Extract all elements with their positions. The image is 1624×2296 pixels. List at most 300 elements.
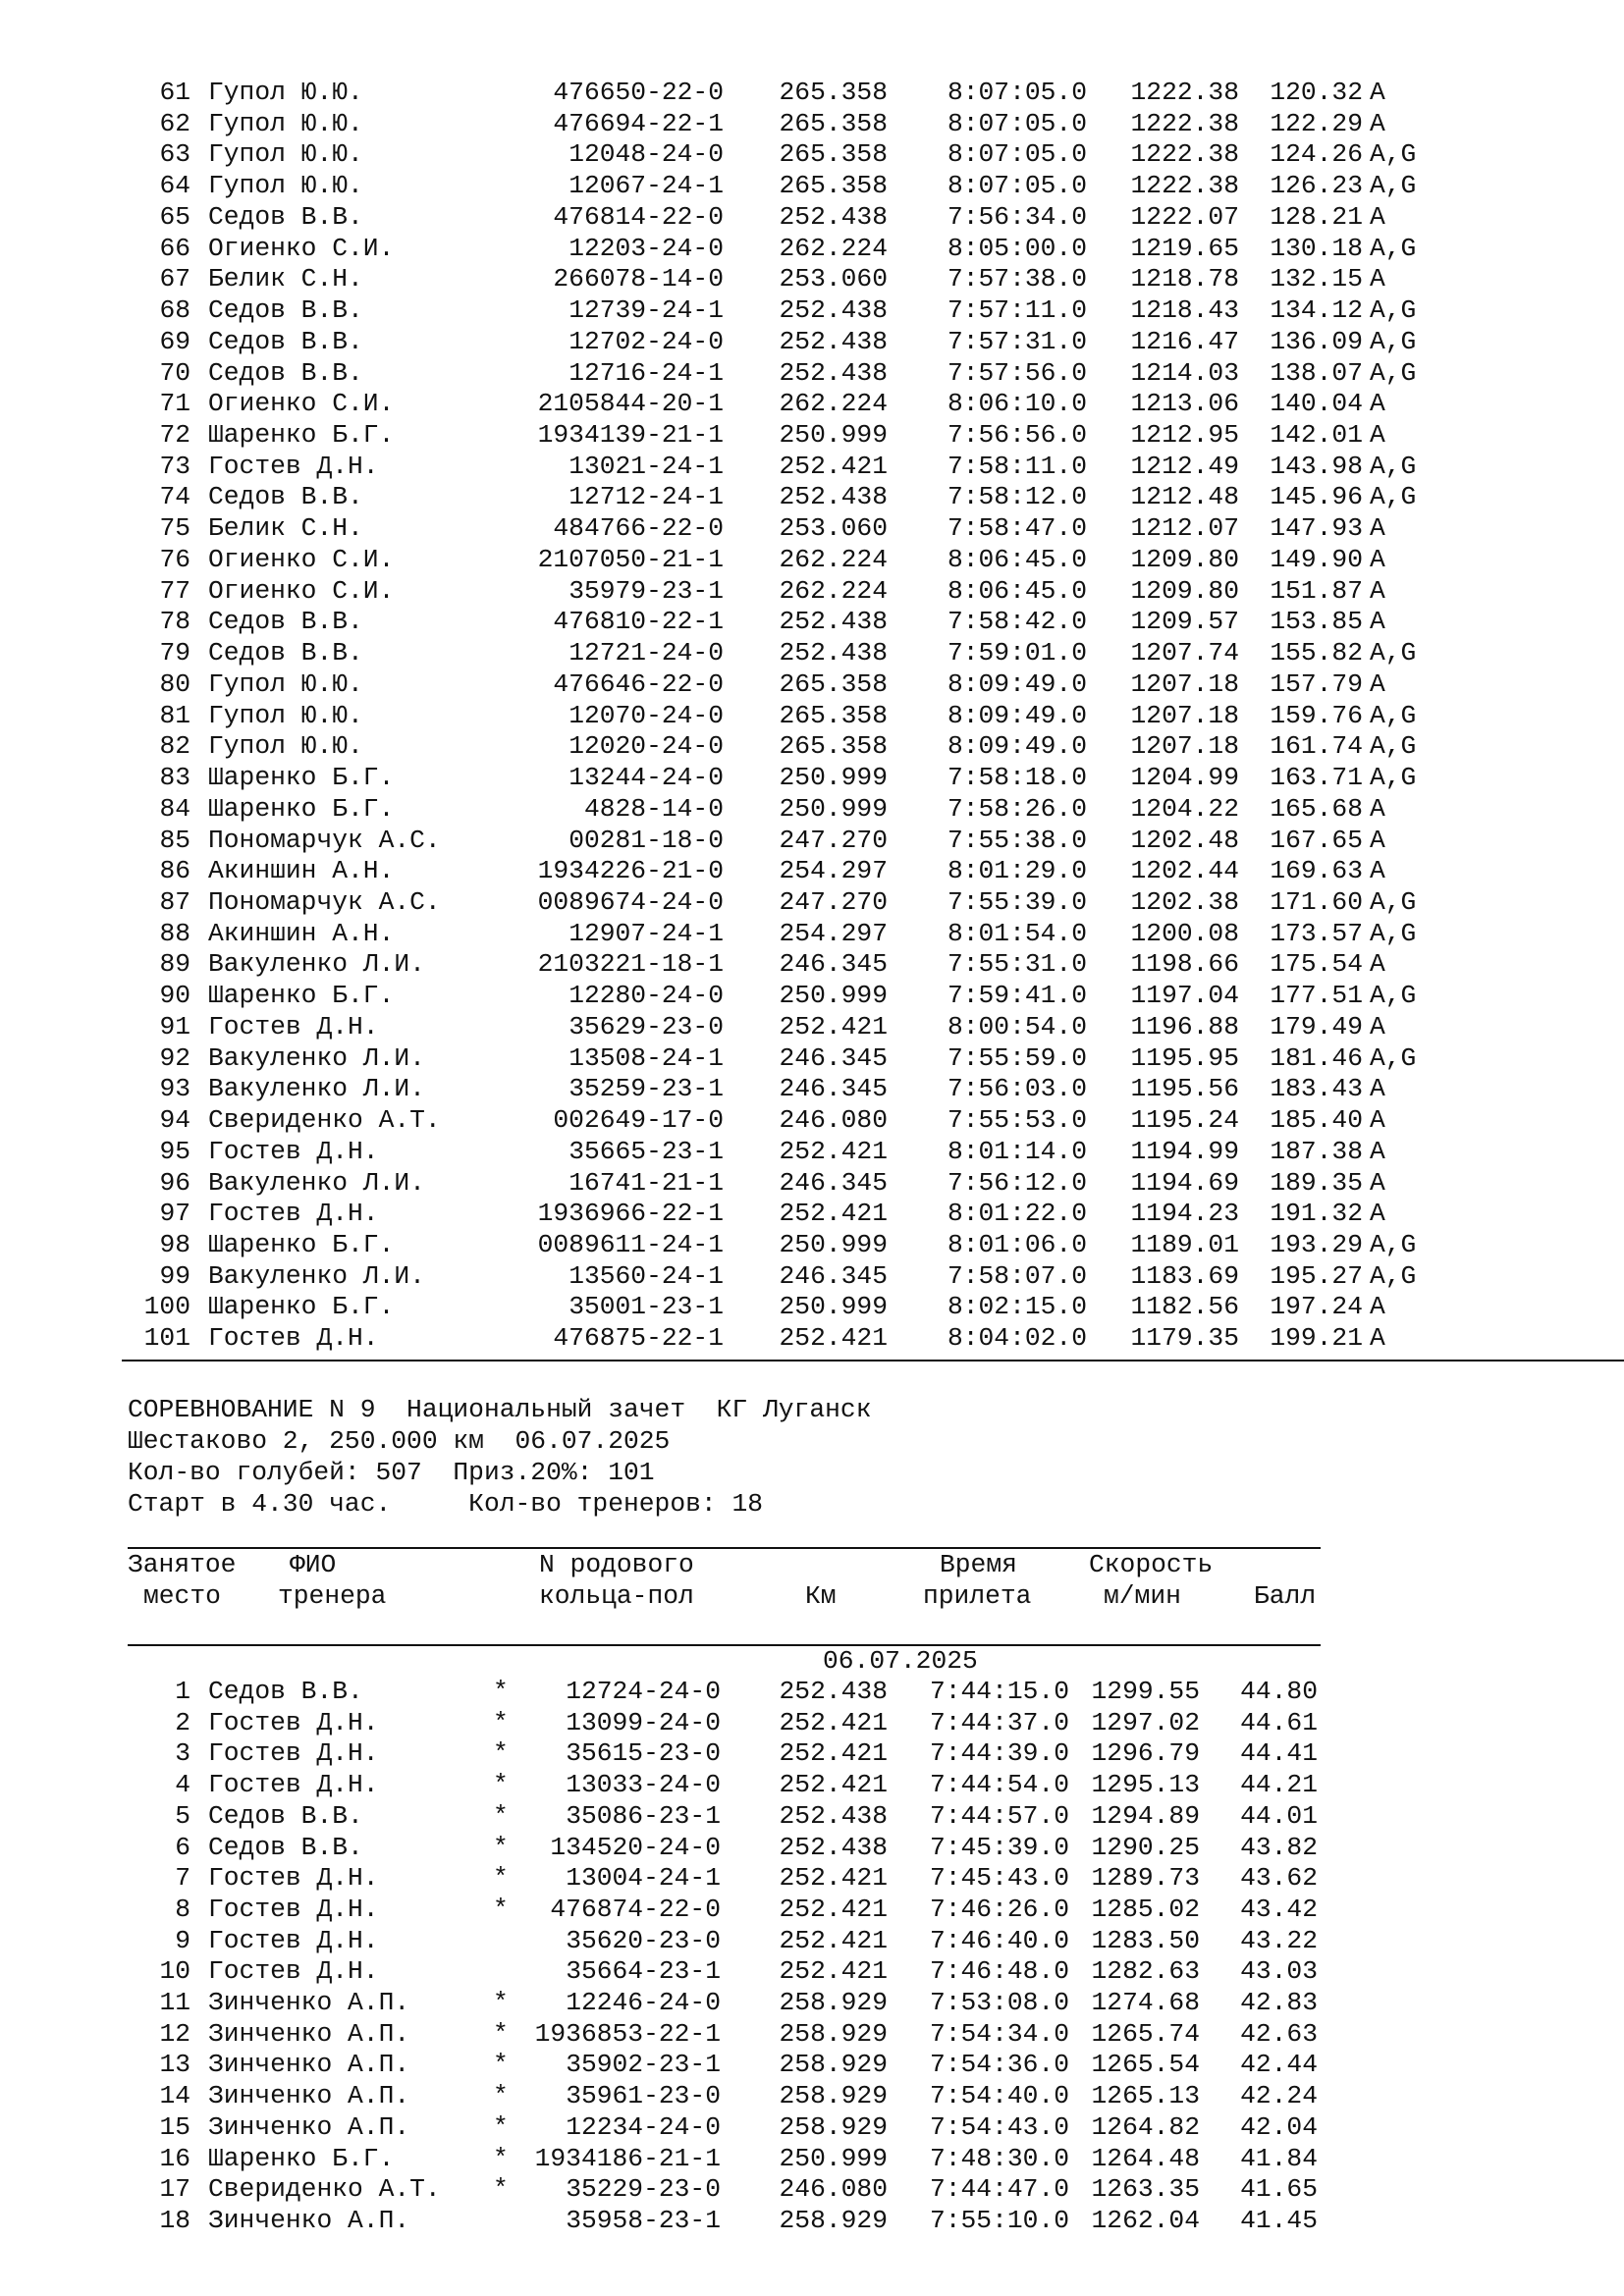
speed-cell: 1283.50: [1091, 1925, 1200, 1955]
time-cell: 7:58:47.0: [947, 513, 1087, 544]
flags-cell: A: [1370, 1199, 1385, 1229]
trainer-cell: Шаренко Б.Г.: [208, 793, 395, 824]
flags-cell: A,G: [1370, 981, 1417, 1011]
trainer-cell: Зинченко А.П.: [208, 2050, 410, 2080]
header-score: Балл: [1254, 1581, 1317, 1611]
trainer-cell: Гупол Ю.Ю.: [208, 78, 363, 107]
score-cell: 161.74: [1270, 731, 1363, 762]
speed-cell: 1198.66: [1130, 949, 1239, 980]
trainer-cell: Гостев Д.Н.: [208, 1738, 379, 1769]
ring-cell: 35615-23-0: [566, 1738, 721, 1769]
mark-cell: *: [493, 2174, 509, 2205]
km-cell: 250.999: [779, 981, 888, 1011]
time-cell: 7:46:48.0: [929, 1956, 1069, 1987]
place-cell: 64: [159, 171, 190, 201]
speed-cell: 1290.25: [1091, 1832, 1200, 1862]
header-speed-2: м/мин: [1104, 1581, 1181, 1611]
mark-cell: *: [493, 1738, 509, 1769]
place-cell: 66: [159, 233, 190, 263]
km-cell: 247.270: [779, 886, 888, 917]
ring-cell: 13560-24-1: [568, 1260, 724, 1291]
score-cell: 44.80: [1240, 1677, 1318, 1706]
time-cell: 7:46:40.0: [929, 1925, 1069, 1955]
trainer-cell: Гостев Д.Н.: [208, 451, 379, 481]
speed-cell: 1196.88: [1130, 1011, 1239, 1041]
trainer-cell: Гупол Ю.Ю.: [208, 171, 363, 201]
ring-cell: 12721-24-0: [568, 638, 724, 668]
score-cell: 44.01: [1240, 1800, 1318, 1831]
speed-cell: 1222.38: [1130, 78, 1239, 107]
trainer-cell: Зинченко А.П.: [208, 2205, 410, 2235]
time-cell: 8:01:22.0: [947, 1199, 1087, 1229]
place-cell: 101: [143, 1323, 190, 1354]
score-cell: 175.54: [1270, 949, 1363, 980]
score-cell: 199.21: [1270, 1323, 1363, 1354]
time-cell: 8:07:05.0: [947, 78, 1087, 107]
time-cell: 7:44:57.0: [929, 1800, 1069, 1831]
time-cell: 8:07:05.0: [947, 171, 1087, 201]
ring-cell: 476814-22-0: [553, 201, 724, 232]
mark-cell: *: [493, 1832, 509, 1862]
place-cell: 5: [175, 1800, 190, 1831]
time-cell: 7:54:43.0: [929, 2111, 1069, 2142]
flags-cell: A: [1370, 1011, 1385, 1041]
score-cell: 151.87: [1270, 575, 1363, 606]
ring-cell: 4828-14-0: [583, 793, 724, 824]
km-cell: 250.999: [779, 1292, 888, 1322]
km-cell: 252.421: [779, 1707, 888, 1737]
speed-cell: 1285.02: [1091, 1894, 1200, 1924]
mark-cell: *: [493, 1770, 509, 1800]
flags-cell: A: [1370, 389, 1385, 419]
speed-cell: 1179.35: [1130, 1323, 1239, 1354]
place-cell: 70: [159, 357, 190, 388]
ring-cell: 1936853-22-1: [534, 2018, 721, 2049]
ring-cell: 1936966-22-1: [537, 1199, 724, 1229]
time-cell: 7:44:47.0: [929, 2174, 1069, 2205]
ring-cell: 12739-24-1: [568, 295, 724, 326]
header-km: Км: [805, 1581, 837, 1611]
km-cell: 246.345: [779, 1042, 888, 1073]
place-cell: 2: [175, 1707, 190, 1737]
place-cell: 67: [159, 264, 190, 294]
flags-cell: A,G: [1370, 700, 1417, 730]
trainer-cell: Седов В.В.: [208, 1677, 363, 1706]
flags-cell: A: [1370, 264, 1385, 294]
trainer-cell: Гостев Д.Н.: [208, 1894, 379, 1924]
ring-cell: 12067-24-1: [568, 171, 724, 201]
score-cell: 136.09: [1270, 326, 1363, 356]
ring-cell: 35620-23-0: [566, 1925, 721, 1955]
time-cell: 7:57:31.0: [947, 326, 1087, 356]
km-cell: 252.438: [779, 1832, 888, 1862]
km-cell: 246.345: [779, 1074, 888, 1104]
km-cell: 265.358: [779, 78, 888, 107]
speed-cell: 1204.99: [1130, 763, 1239, 793]
speed-cell: 1209.80: [1130, 575, 1239, 606]
speed-cell: 1212.49: [1130, 451, 1239, 481]
flags-cell: A: [1370, 1292, 1385, 1322]
score-cell: 41.45: [1240, 2205, 1318, 2235]
ring-cell: 35902-23-1: [566, 2050, 721, 2080]
speed-cell: 1299.55: [1091, 1677, 1200, 1706]
ring-cell: 12048-24-0: [568, 139, 724, 170]
speed-cell: 1264.82: [1091, 2111, 1200, 2142]
speed-cell: 1183.69: [1130, 1260, 1239, 1291]
place-cell: 13: [159, 2050, 190, 2080]
km-cell: 246.080: [779, 1105, 888, 1136]
trainer-cell: Гупол Ю.Ю.: [208, 108, 363, 138]
trainer-cell: Вакуленко Л.И.: [208, 1260, 425, 1291]
place-cell: 62: [159, 108, 190, 138]
ring-cell: 35961-23-0: [566, 2081, 721, 2111]
km-cell: 258.929: [779, 2018, 888, 2049]
flags-cell: A: [1370, 420, 1385, 451]
score-cell: 159.76: [1270, 700, 1363, 730]
ring-cell: 12246-24-0: [566, 1988, 721, 2017]
trainer-cell: Гостев Д.Н.: [208, 1136, 379, 1166]
flags-cell: A: [1370, 1167, 1385, 1198]
speed-cell: 1202.48: [1130, 825, 1239, 855]
ring-cell: 35958-23-1: [566, 2205, 721, 2235]
trainer-cell: Гупол Ю.Ю.: [208, 700, 363, 730]
score-cell: 126.23: [1270, 171, 1363, 201]
flags-cell: A,G: [1370, 451, 1417, 481]
ring-cell: 13099-24-0: [566, 1707, 721, 1737]
ring-cell: 12234-24-0: [566, 2111, 721, 2142]
km-cell: 252.421: [779, 451, 888, 481]
time-cell: 8:02:15.0: [947, 1292, 1087, 1322]
ring-cell: 266078-14-0: [553, 264, 724, 294]
trainer-cell: Свериденко А.Т.: [208, 1105, 441, 1136]
flags-cell: A: [1370, 856, 1385, 886]
trainer-cell: Гупол Ю.Ю.: [208, 139, 363, 170]
time-cell: 7:57:38.0: [947, 264, 1087, 294]
km-cell: 247.270: [779, 825, 888, 855]
ring-cell: 35629-23-0: [568, 1011, 724, 1041]
mark-cell: *: [493, 1707, 509, 1737]
km-cell: 252.421: [779, 1011, 888, 1041]
trainer-cell: Гостев Д.Н.: [208, 1707, 379, 1737]
trainer-cell: Седов В.В.: [208, 1832, 363, 1862]
speed-cell: 1262.04: [1091, 2205, 1200, 2235]
km-cell: 252.421: [779, 1925, 888, 1955]
flags-cell: A: [1370, 825, 1385, 855]
speed-cell: 1209.57: [1130, 607, 1239, 637]
speed-cell: 1265.13: [1091, 2081, 1200, 2111]
km-cell: 265.358: [779, 668, 888, 699]
speed-cell: 1222.07: [1130, 201, 1239, 232]
place-cell: 100: [143, 1292, 190, 1322]
ring-cell: 35229-23-0: [566, 2174, 721, 2205]
speed-cell: 1209.80: [1130, 544, 1239, 574]
score-cell: 42.24: [1240, 2081, 1318, 2111]
time-cell: 8:07:05.0: [947, 139, 1087, 170]
speed-cell: 1294.89: [1091, 1800, 1200, 1831]
score-cell: 43.62: [1240, 1863, 1318, 1894]
speed-cell: 1265.54: [1091, 2050, 1200, 2080]
speed-cell: 1265.74: [1091, 2018, 1200, 2049]
trainer-cell: Седов В.В.: [208, 201, 363, 232]
ring-cell: 0089611-24-1: [537, 1230, 724, 1259]
km-cell: 250.999: [779, 1230, 888, 1259]
score-cell: 149.90: [1270, 544, 1363, 574]
score-cell: 193.29: [1270, 1230, 1363, 1259]
score-cell: 43.82: [1240, 1832, 1318, 1862]
km-cell: 258.929: [779, 2081, 888, 2111]
km-cell: 253.060: [779, 513, 888, 544]
trainer-cell: Гостев Д.Н.: [208, 1863, 379, 1894]
score-cell: 43.42: [1240, 1894, 1318, 1924]
place-cell: 6: [175, 1832, 190, 1862]
time-cell: 7:56:56.0: [947, 420, 1087, 451]
ring-cell: 476875-22-1: [553, 1323, 724, 1354]
ring-cell: 16741-21-1: [568, 1167, 724, 1198]
time-cell: 7:54:40.0: [929, 2081, 1069, 2111]
score-cell: 143.98: [1270, 451, 1363, 481]
time-cell: 7:58:42.0: [947, 607, 1087, 637]
place-cell: 12: [159, 2018, 190, 2049]
trainer-cell: Свериденко А.Т.: [208, 2174, 441, 2205]
flags-cell: A: [1370, 949, 1385, 980]
time-cell: 8:09:49.0: [947, 700, 1087, 730]
ring-cell: 35259-23-1: [568, 1074, 724, 1104]
ring-cell: 2107050-21-1: [537, 544, 724, 574]
score-cell: 42.83: [1240, 1988, 1318, 2017]
speed-cell: 1182.56: [1130, 1292, 1239, 1322]
place-cell: 96: [159, 1167, 190, 1198]
ring-cell: 2105844-20-1: [537, 389, 724, 419]
km-cell: 252.421: [779, 1738, 888, 1769]
score-cell: 120.32: [1270, 78, 1363, 107]
time-cell: 7:56:12.0: [947, 1167, 1087, 1198]
score-cell: 124.26: [1270, 139, 1363, 170]
flags-cell: A,G: [1370, 482, 1417, 512]
speed-cell: 1202.44: [1130, 856, 1239, 886]
speed-cell: 1195.95: [1130, 1042, 1239, 1073]
km-cell: 250.999: [779, 763, 888, 793]
place-cell: 77: [159, 575, 190, 606]
time-cell: 7:45:43.0: [929, 1863, 1069, 1894]
ring-cell: 12716-24-1: [568, 357, 724, 388]
flags-cell: A,G: [1370, 295, 1417, 326]
header-time-2: прилета: [923, 1581, 1032, 1611]
score-cell: 132.15: [1270, 264, 1363, 294]
ring-cell: 12724-24-0: [566, 1677, 721, 1706]
speed-cell: 1295.13: [1091, 1770, 1200, 1800]
score-cell: 128.21: [1270, 201, 1363, 232]
km-cell: 253.060: [779, 264, 888, 294]
km-cell: 262.224: [779, 389, 888, 419]
date-row: 06.07.2025: [823, 1646, 978, 1676]
ring-cell: 13244-24-0: [568, 763, 724, 793]
ring-cell: 476650-22-0: [553, 78, 724, 107]
speed-cell: 1195.56: [1130, 1074, 1239, 1104]
flags-cell: A,G: [1370, 886, 1417, 917]
speed-cell: 1212.95: [1130, 420, 1239, 451]
score-cell: 173.57: [1270, 918, 1363, 948]
km-cell: 265.358: [779, 108, 888, 138]
place-cell: 18: [159, 2205, 190, 2235]
speed-cell: 1218.78: [1130, 264, 1239, 294]
trainer-cell: Седов В.В.: [208, 607, 363, 637]
ring-cell: 13508-24-1: [568, 1042, 724, 1073]
trainer-cell: Зинченко А.П.: [208, 1988, 410, 2017]
place-cell: 69: [159, 326, 190, 356]
ring-cell: 2103221-18-1: [537, 949, 724, 980]
speed-cell: 1194.69: [1130, 1167, 1239, 1198]
trainer-cell: Седов В.В.: [208, 326, 363, 356]
competition-pigeon-count: Кол-во голубей: 507 Приз.20%: 101: [128, 1458, 655, 1487]
ring-cell: 0089674-24-0: [537, 886, 724, 917]
score-cell: 191.32: [1270, 1199, 1363, 1229]
trainer-cell: Седов В.В.: [208, 357, 363, 388]
trainer-cell: Акиншин А.Н.: [208, 856, 395, 886]
score-cell: 181.46: [1270, 1042, 1363, 1073]
time-cell: 7:44:15.0: [929, 1677, 1069, 1706]
time-cell: 7:56:34.0: [947, 201, 1087, 232]
score-cell: 163.71: [1270, 763, 1363, 793]
trainer-cell: Шаренко Б.Г.: [208, 420, 395, 451]
km-cell: 252.438: [779, 482, 888, 512]
score-cell: 44.21: [1240, 1770, 1318, 1800]
trainer-cell: Гостев Д.Н.: [208, 1770, 379, 1800]
speed-cell: 1219.65: [1130, 233, 1239, 263]
km-cell: 254.297: [779, 918, 888, 948]
place-cell: 17: [159, 2174, 190, 2205]
place-cell: 99: [159, 1260, 190, 1291]
time-cell: 8:06:45.0: [947, 544, 1087, 574]
speed-cell: 1207.74: [1130, 638, 1239, 668]
ring-cell: 13033-24-0: [566, 1770, 721, 1800]
flags-cell: A: [1370, 607, 1385, 637]
km-cell: 252.421: [779, 1136, 888, 1166]
mark-cell: *: [493, 2018, 509, 2049]
ring-cell: 002649-17-0: [553, 1105, 724, 1136]
mark-cell: *: [493, 2111, 509, 2142]
score-cell: 147.93: [1270, 513, 1363, 544]
flags-cell: A,G: [1370, 139, 1417, 170]
km-cell: 250.999: [779, 793, 888, 824]
speed-cell: 1213.06: [1130, 389, 1239, 419]
header-trainer-2: тренера: [278, 1581, 387, 1611]
km-cell: 252.421: [779, 1956, 888, 1987]
place-cell: 95: [159, 1136, 190, 1166]
km-cell: 252.421: [779, 1770, 888, 1800]
km-cell: 252.421: [779, 1894, 888, 1924]
flags-cell: A: [1370, 575, 1385, 606]
trainer-cell: Белик С.Н.: [208, 264, 363, 294]
place-cell: 68: [159, 295, 190, 326]
place-cell: 8: [175, 1894, 190, 1924]
speed-cell: 1289.73: [1091, 1863, 1200, 1894]
time-cell: 7:55:53.0: [947, 1105, 1087, 1136]
flags-cell: A: [1370, 513, 1385, 544]
score-cell: 155.82: [1270, 638, 1363, 668]
score-cell: 195.27: [1270, 1260, 1363, 1291]
header-place-1: Занятое: [128, 1550, 237, 1579]
time-cell: 7:46:26.0: [929, 1894, 1069, 1924]
mark-cell: *: [493, 2143, 509, 2173]
speed-cell: 1296.79: [1091, 1738, 1200, 1769]
km-cell: 246.345: [779, 1167, 888, 1198]
score-cell: 134.12: [1270, 295, 1363, 326]
trainer-cell: Гостев Д.Н.: [208, 1199, 379, 1229]
speed-cell: 1189.01: [1130, 1230, 1239, 1259]
ring-cell: 13021-24-1: [568, 451, 724, 481]
place-cell: 78: [159, 607, 190, 637]
place-cell: 11: [159, 1988, 190, 2017]
ring-cell: 476874-22-0: [550, 1894, 721, 1924]
flags-cell: A: [1370, 201, 1385, 232]
flags-cell: A: [1370, 1105, 1385, 1136]
km-cell: 258.929: [779, 2205, 888, 2235]
flags-cell: A,G: [1370, 638, 1417, 668]
time-cell: 7:56:03.0: [947, 1074, 1087, 1104]
score-cell: 44.41: [1240, 1738, 1318, 1769]
place-cell: 65: [159, 201, 190, 232]
place-cell: 14: [159, 2081, 190, 2111]
header-speed-1: Скорость: [1089, 1550, 1214, 1579]
trainer-cell: Седов В.В.: [208, 482, 363, 512]
place-cell: 88: [159, 918, 190, 948]
speed-cell: 1274.68: [1091, 1988, 1200, 2017]
flags-cell: A,G: [1370, 1042, 1417, 1073]
time-cell: 7:58:26.0: [947, 793, 1087, 824]
ring-cell: 35086-23-1: [566, 1800, 721, 1831]
place-cell: 80: [159, 668, 190, 699]
speed-cell: 1212.48: [1130, 482, 1239, 512]
time-cell: 8:00:54.0: [947, 1011, 1087, 1041]
km-cell: 252.438: [779, 357, 888, 388]
km-cell: 252.438: [779, 607, 888, 637]
place-cell: 83: [159, 763, 190, 793]
time-cell: 8:01:29.0: [947, 856, 1087, 886]
trainer-cell: Седов В.В.: [208, 638, 363, 668]
time-cell: 7:48:30.0: [929, 2143, 1069, 2173]
time-cell: 8:09:49.0: [947, 668, 1087, 699]
speed-cell: 1222.38: [1130, 108, 1239, 138]
score-cell: 145.96: [1270, 482, 1363, 512]
score-cell: 153.85: [1270, 607, 1363, 637]
flags-cell: A: [1370, 544, 1385, 574]
score-cell: 167.65: [1270, 825, 1363, 855]
place-cell: 79: [159, 638, 190, 668]
km-cell: 246.345: [779, 1260, 888, 1291]
trainer-cell: Седов В.В.: [208, 295, 363, 326]
flags-cell: A: [1370, 78, 1385, 107]
speed-cell: 1218.43: [1130, 295, 1239, 326]
score-cell: 43.03: [1240, 1956, 1318, 1987]
km-cell: 252.421: [779, 1323, 888, 1354]
km-cell: 246.080: [779, 2174, 888, 2205]
time-cell: 8:06:45.0: [947, 575, 1087, 606]
km-cell: 258.929: [779, 2050, 888, 2080]
km-cell: 265.358: [779, 731, 888, 762]
top-table-bottom-rule: [122, 1360, 1624, 1362]
flags-cell: A,G: [1370, 918, 1417, 948]
trainer-cell: Акиншин А.Н.: [208, 918, 395, 948]
km-cell: 252.438: [779, 201, 888, 232]
place-cell: 73: [159, 451, 190, 481]
time-cell: 7:44:54.0: [929, 1770, 1069, 1800]
place-cell: 82: [159, 731, 190, 762]
time-cell: 7:44:39.0: [929, 1738, 1069, 1769]
trainer-cell: Огиенко С.И.: [208, 544, 395, 574]
mark-cell: *: [493, 1800, 509, 1831]
header-ring-2: кольца-пол: [539, 1581, 694, 1611]
time-cell: 7:59:01.0: [947, 638, 1087, 668]
